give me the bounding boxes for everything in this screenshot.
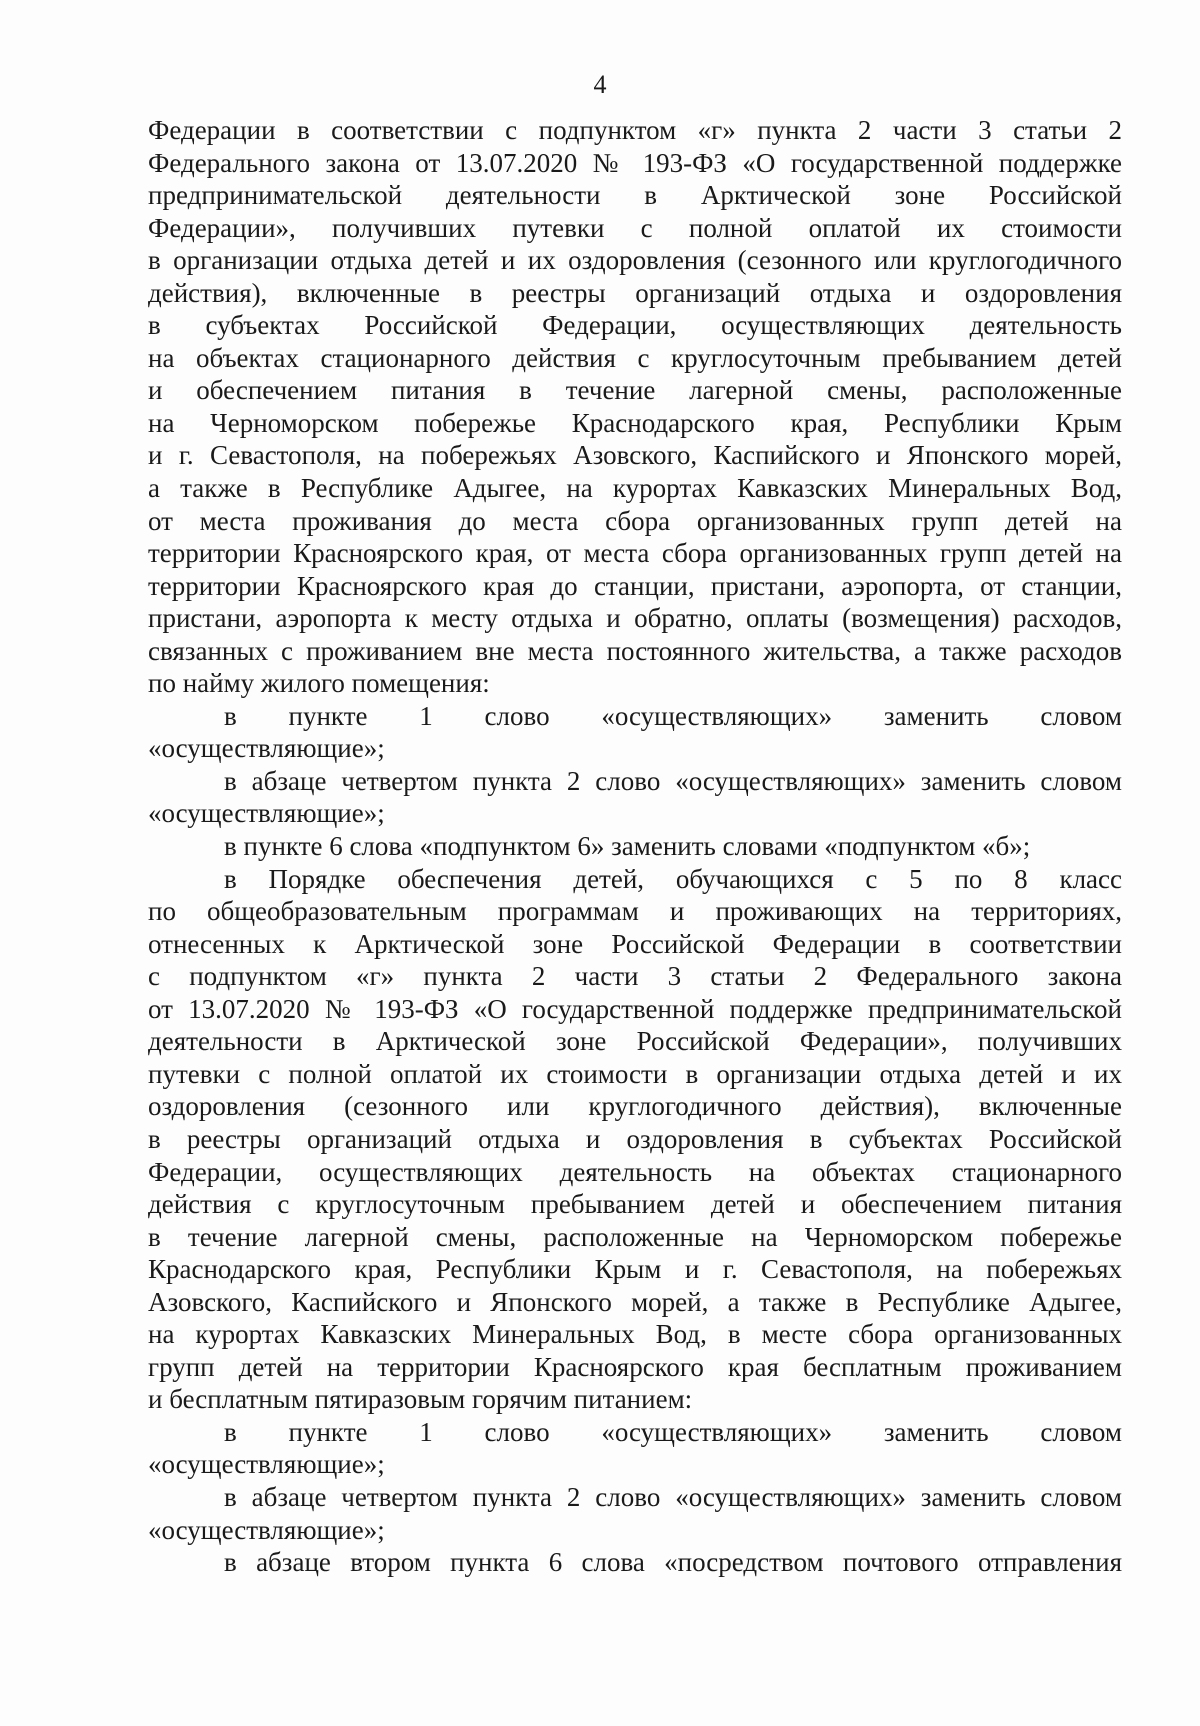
text-line: оздоровления (сезонного или круглогодичного действия), включенные bbox=[148, 1091, 1122, 1122]
text-line: в пункте 1 слово «осуществляющих» заменить словом bbox=[224, 700, 1122, 731]
text-line: «осуществляющие»; bbox=[148, 798, 385, 829]
text-line: на Черноморском побережье Краснодарского края, Республики Крым bbox=[148, 407, 1122, 438]
text-line: и бесплатным пятиразовым горячим питанием: bbox=[148, 1384, 693, 1415]
text-line: Федерации», получивших путевки с полной оплатой их стоимости bbox=[148, 212, 1122, 243]
text-line: в абзаце четвертом пункта 2 слово «осуществляющих» заменить словом bbox=[224, 765, 1122, 796]
text-line: в абзаце втором пункта 6 слова «посредством почтового отправления bbox=[224, 1547, 1122, 1578]
text-line: действия с круглосуточным пребыванием детей и обеспечением питания bbox=[148, 1189, 1122, 1220]
text-line: и г. Севастополя, на побережьях Азовского, Каспийского и Японского морей, bbox=[148, 440, 1122, 471]
text-line: действия), включенные в реестры организаций отдыха и оздоровления bbox=[148, 277, 1122, 308]
text-line: Краснодарского края, Республики Крым и г. Севастополя, на побережьях bbox=[148, 1254, 1122, 1285]
text-line: на курортах Кавказских Минеральных Вод, в месте сбора организованных bbox=[148, 1319, 1122, 1350]
text-line: в течение лагерной смены, расположенные на Черноморском побережье bbox=[148, 1221, 1122, 1252]
text-line: пристани, аэропорта к месту отдыха и обратно, оплаты (возмещения) расходов, bbox=[148, 603, 1122, 634]
text-line: в абзаце четвертом пункта 2 слово «осуществляющих» заменить словом bbox=[224, 1481, 1122, 1512]
text-line: отнесенных к Арктической зоне Российской Федерации в соответствии bbox=[148, 928, 1122, 959]
text-line: на объектах стационарного действия с круглосуточным пребыванием детей bbox=[148, 342, 1122, 373]
text-line: путевки с полной оплатой их стоимости в организации отдыха детей и их bbox=[148, 1058, 1122, 1089]
text-line: по общеобразовательным программам и проживающих на территориях, bbox=[148, 896, 1122, 927]
document-body bbox=[148, 114, 1122, 1579]
text-line: и обеспечением питания в течение лагерной смены, расположенные bbox=[148, 375, 1122, 406]
text-line: от места проживания до места сбора организованных групп детей на bbox=[148, 505, 1122, 536]
text-line: групп детей на территории Красноярского края бесплатным проживанием bbox=[148, 1351, 1122, 1382]
text-line: в реестры организаций отдыха и оздоровления в субъектах Российской bbox=[148, 1123, 1122, 1154]
text-line: территории Красноярского края, от места сбора организованных групп детей на bbox=[148, 538, 1122, 569]
text-line: от 13.07.2020 № 193-ФЗ «О государственной поддержке предпринимательской bbox=[148, 993, 1122, 1024]
text-line: в пункте 6 слова «подпунктом 6» заменить словами «подпунктом «б»; bbox=[224, 831, 1031, 862]
text-line: в субъектах Российской Федерации, осуществляющих деятельность bbox=[148, 310, 1122, 341]
text-line: по найму жилого помещения: bbox=[148, 668, 490, 699]
text-line: Федерации, осуществляющих деятельность на объектах стационарного bbox=[148, 1156, 1122, 1187]
text-line: территории Красноярского края до станции, пристани, аэропорта, от станции, bbox=[148, 570, 1122, 601]
page-number: 4 bbox=[593, 70, 607, 99]
text-line: Азовского, Каспийского и Японского морей, а также в Республике Адыгее, bbox=[148, 1286, 1122, 1317]
text-line: а также в Республике Адыгее, на курортах Кавказских Минеральных Вод, bbox=[148, 473, 1122, 504]
text-line: «осуществляющие»; bbox=[148, 1514, 385, 1545]
text-line: предпринимательской деятельности в Арктической зоне Российской bbox=[148, 180, 1122, 211]
text-line: с подпунктом «г» пункта 2 части 3 статьи 2 Федерального закона bbox=[148, 961, 1122, 992]
text-line: Федерации в соответствии с подпунктом «г» пункта 2 части 3 статьи 2 bbox=[148, 115, 1122, 145]
text-line: связанных с проживанием вне места постоянного жительства, а также расходов bbox=[148, 635, 1122, 666]
text-line: в организации отдыха детей и их оздоровления (сезонного или круглогодичного bbox=[148, 245, 1122, 276]
text-line: деятельности в Арктической зоне Российской Федерации», получивших bbox=[148, 1026, 1122, 1057]
text-line: Федерального закона от 13.07.2020 № 193-ФЗ «О государственной поддержке bbox=[148, 147, 1122, 178]
text-line: «осуществляющие»; bbox=[148, 1449, 385, 1480]
text-line: «осуществляющие»; bbox=[148, 733, 385, 764]
text-line: в Порядке обеспечения детей, обучающихся с 5 по 8 класс bbox=[224, 863, 1122, 894]
text-line: в пункте 1 слово «осуществляющих» заменить словом bbox=[224, 1416, 1122, 1447]
